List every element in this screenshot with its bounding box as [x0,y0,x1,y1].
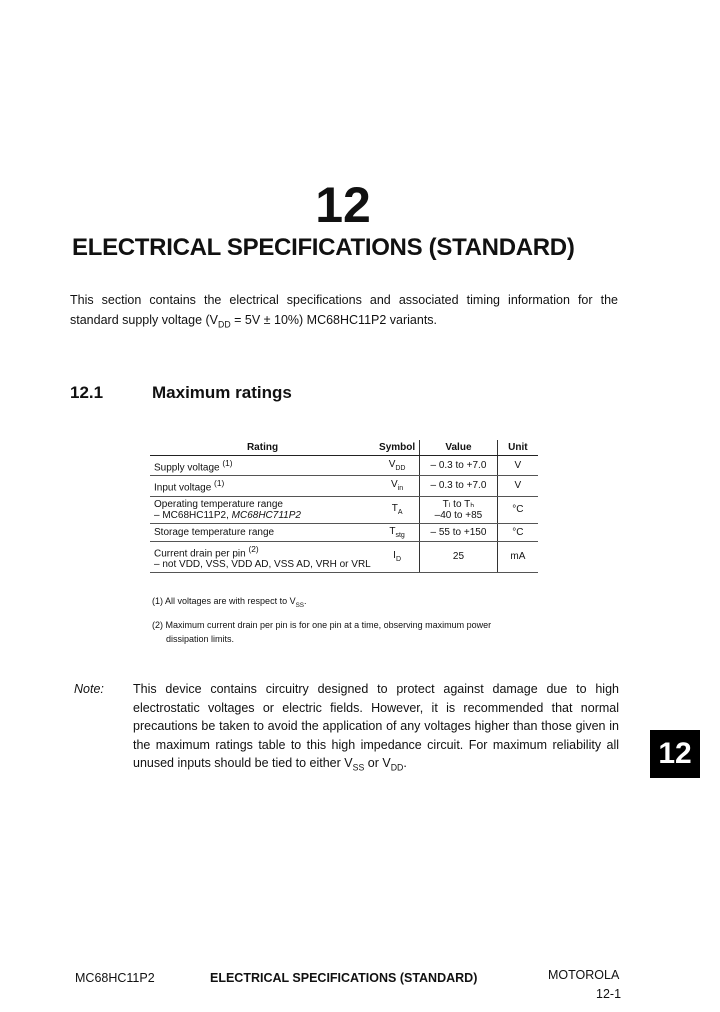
intro-sub: DD [218,319,231,330]
ref: (2) [248,543,259,554]
ref: (1) [214,478,225,489]
rating-cell [150,541,375,572]
footnotes [152,594,522,651]
symsub: stg [395,531,405,539]
unit-cell: V [497,456,538,476]
footnote-end: . [303,596,307,606]
value-cell [420,496,498,523]
unit-cell: mA [497,541,538,572]
note-body: This device contains circuitry designed to protect against damage due to high electrostatic voltages or electric fields. However, it is recommended that normal precautions be taken to avoid the application of any voltages higher than those given in the maximum ratings table to this high impedance circuit. For maximum reliability all unused inputs should be tied to either V [133,682,619,770]
note-end: . [403,756,407,770]
footer-part: MC68HC11P2 [75,971,155,985]
value2: –40 to +85 [434,509,483,521]
chapter-number: 12 [315,177,371,233]
rating: Operating temperature range [154,498,283,510]
intro-paragraph [70,290,618,335]
section-number: 12.1 [70,383,104,402]
value-cell: – 55 to +150 [420,523,498,541]
symbol-cell [375,476,420,496]
chapter-tab: 12 [650,730,700,778]
rating-line2: – MC68HC11P2, [154,509,232,521]
page-number: 12-1 [596,987,622,1001]
symbol-cell [375,541,420,572]
footer-brand: MOTOROLA [548,968,620,982]
rating: Supply voltage [154,462,220,474]
symsub: DD [395,465,406,473]
value-cell: – 0.3 to +7.0 [420,476,498,496]
sym: V [391,479,398,491]
footnote [152,594,522,613]
table-row [150,541,538,572]
rating-line2-italic: MC68HC711P2 [231,509,301,521]
symsub: D [395,556,402,564]
sym: T [391,503,398,515]
rating-cell [150,456,375,476]
intro-text-end: = 5V ± 10%) MC68HC11P2 variants. [230,313,438,327]
maximum-ratings-table [150,440,538,573]
symsub: A [397,509,403,517]
value-cell: 25 [420,541,498,572]
sym: V [388,459,396,471]
table-header [150,440,538,456]
unit-cell: V [497,476,538,496]
header-value: Value [420,440,498,456]
footnote-text: Maximum current drain per pin is for one pin at a time, observing maximum power dissipation limits. [165,619,492,644]
rating-cell [150,476,375,496]
note-text [133,680,619,777]
note-sub: DD [390,762,404,773]
rating: Input voltage [154,482,212,494]
value-cell: – 0.3 to +7.0 [420,456,498,476]
footnote [152,618,522,646]
footnote-sub: SS [295,601,304,609]
footnote-text: All voltages are with respect to V [165,596,296,606]
footnote-mark: (1) [152,596,163,606]
section-title: Maximum ratings [152,383,292,402]
note-mid: or V [364,756,391,770]
rating-line2: – not VDD, VSS, VDD AD, VSS AD, VRH or VRL [154,558,371,570]
unit-cell: °C [497,496,538,523]
rating-cell: Storage temperature range [150,523,375,541]
footnote-mark: (2) [152,619,163,630]
sym: T [389,525,396,537]
note-label: Note: [74,682,104,696]
table-row [150,523,538,541]
note-sub: SS [352,762,365,773]
chapter-title: ELECTRICAL SPECIFICATIONS (STANDARD) [72,234,575,261]
header-symbol: Symbol [375,440,420,456]
unit-cell: °C [497,523,538,541]
symsub: in [397,485,404,493]
symbol-cell [375,456,420,476]
symbol-cell [375,496,420,523]
footer-title: ELECTRICAL SPECIFICATIONS (STANDARD) [210,971,478,985]
header-unit: Unit [497,440,538,456]
ref: (1) [222,458,233,468]
value: Tₗ to Tₕ [442,498,475,510]
table-row [150,496,538,523]
header-rating: Rating [150,440,375,456]
rating: Current drain per pin [154,547,246,559]
rating-cell [150,496,375,523]
table-row [150,456,538,476]
symbol-cell [375,523,420,541]
intro-text: This section contains the electrical specifications and associated timing information for the standard supply voltage (V [70,293,618,327]
sym: I [393,550,396,562]
table-row [150,476,538,496]
